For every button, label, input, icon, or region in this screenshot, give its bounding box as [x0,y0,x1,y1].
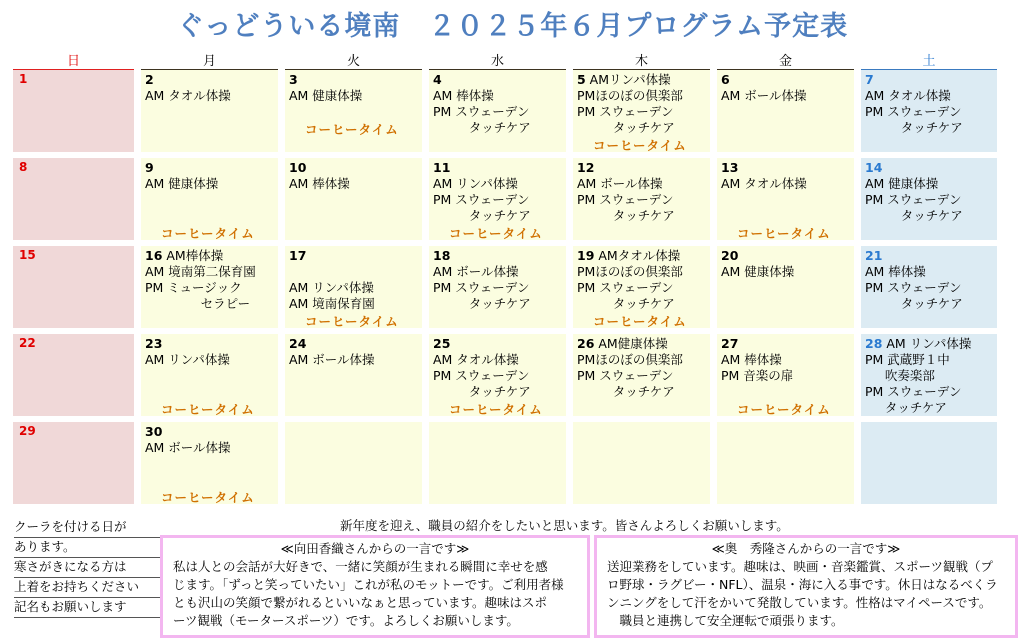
day-schedule [145,336,276,368]
message-line: 職員と連携して安全運転で頑張ります。 [607,613,844,628]
calendar-day-cell [13,422,134,504]
staff-message-box-2 [594,535,1018,638]
day-schedule [721,424,852,440]
day-number: 4 [433,72,442,87]
schedule-item: AM健康体操 [594,336,668,351]
schedule-item: AM 健康体操 [865,176,939,191]
schedule-item: AM タオル体操 [433,352,519,367]
schedule-item: タッチケア [577,296,675,311]
day-schedule [865,336,995,416]
schedule-item: AM 境南保育園 [289,296,375,311]
schedule-item: PM ミュージック [145,280,242,295]
weekday-header: 木 [573,55,710,71]
calendar-day-cell [285,334,422,416]
schedule-item: タッチケア [433,296,531,311]
calendar-day-cell [285,158,422,240]
day-schedule [721,160,852,192]
calendar-day-cell [717,246,854,328]
day-number: 8 [19,160,28,174]
schedule-item: タッチケア [433,384,531,399]
day-schedule [145,424,276,456]
day-number: 27 [721,336,739,351]
weekday-header: 火 [285,55,422,71]
schedule-item: AM 棒体操 [721,352,782,367]
calendar-day-cell [141,246,278,328]
calendar-day-cell [573,334,710,416]
calendar-day-cell [141,70,278,152]
day-schedule [865,424,995,440]
weekday-header: 金 [717,55,854,71]
day-schedule [721,248,852,280]
calendar-day-cell [13,158,134,240]
staff-message-body [173,558,581,630]
schedule-item: PM 武蔵野１中 [865,352,950,367]
coffee-time-label: コーヒータイム [161,402,255,417]
calendar-day-cell [13,334,134,416]
day-schedule [289,336,420,368]
schedule-item: タッチケア [865,208,963,223]
schedule-item: PMほのぼの倶楽部 [577,352,683,367]
schedule-item: PM 音楽の扉 [721,368,794,383]
day-number: 16 [145,248,163,263]
day-schedule [433,160,564,224]
coffee-time-label: コーヒータイム [449,226,543,241]
schedule-item: AMリンパ体操 [585,72,671,87]
schedule-item: PM スウェーデン [577,368,674,383]
day-schedule [865,160,995,224]
coffee-time-label: コーヒータイム [161,226,255,241]
schedule-item: AM 健康体操 [721,264,795,279]
schedule-item: PM スウェーデン [433,192,530,207]
staff-message-title: ≪向田香織さんからの一言です≫ [280,541,470,556]
calendar-day-cell [717,70,854,152]
day-number: 13 [721,160,739,175]
day-schedule [721,72,852,104]
note-line: 記名もお願いします [14,597,162,618]
schedule-item: AM リンパ体操 [145,352,230,367]
schedule-item: タッチケア [577,384,675,399]
calendar-day-cell [13,70,134,152]
calendar-day-cell [861,422,997,504]
day-schedule [721,336,852,384]
note-line: 寒さがきになる方は [14,557,162,578]
schedule-item: タッチケア [865,120,963,135]
calendar-day-cell [429,70,566,152]
day-number: 30 [145,424,163,439]
schedule-item: AM タオル体操 [865,88,951,103]
message-line: とも沢山の笑顔で繋がれるといいなぁと思っています。趣味はスポ [173,595,548,610]
calendar-day-cell [861,158,997,240]
coffee-time-label: コーヒータイム [593,314,687,329]
day-number: 6 [721,72,730,87]
day-number: 5 [577,72,586,87]
calendar-day-cell [573,70,710,152]
schedule-item: タッチケア [433,120,531,135]
day-number: 18 [433,248,451,263]
day-number: 2 [145,72,154,87]
day-number: 11 [433,160,451,175]
schedule-item: AM棒体操 [162,248,224,263]
schedule-item: AM タオル体操 [145,88,231,103]
schedule-item: AM リンパ体操 [433,176,518,191]
calendar-day-cell [717,422,854,504]
day-number: 12 [577,160,595,175]
schedule-item: AM ボール体操 [721,88,807,103]
day-number: 24 [289,336,307,351]
calendar-day-cell [13,246,134,328]
note-line: クーラを付ける日が [14,517,162,538]
schedule-item: AM リンパ体操 [289,280,374,295]
day-schedule [577,72,708,136]
calendar-day-cell [861,246,997,328]
calendar-day-cell [429,158,566,240]
coffee-time-label: コーヒータイム [449,402,543,417]
schedule-item: PM スウェーデン [865,192,962,207]
coffee-time-label: コーヒータイム [305,122,399,137]
weekday-header: 土 [861,55,997,71]
day-number: 1 [19,72,28,86]
schedule-item: タッチケア [577,208,675,223]
day-schedule [433,336,564,400]
day-number: 29 [19,424,36,438]
schedule-item: AMタオル体操 [594,248,681,263]
staff-intro-text: 新年度を迎え、職員の紹介をしたいと思います。皆さんよろしくお願いします。 [340,518,789,533]
schedule-item: AM 棒体操 [865,264,926,279]
calendar-day-cell [573,158,710,240]
day-schedule [145,160,276,192]
coffee-time-label: コーヒータイム [737,402,831,417]
schedule-item: PM スウェーデン [433,104,530,119]
schedule-item: AM ボール体操 [433,264,519,279]
schedule-item: AM 健康体操 [289,88,363,103]
calendar-day-cell [285,422,422,504]
calendar-day-cell [861,334,997,416]
day-number: 26 [577,336,595,351]
schedule-item: PMほのぼの倶楽部 [577,264,683,279]
day-schedule [865,72,995,136]
note-line: あります。 [14,537,162,558]
calendar-day-cell [285,246,422,328]
schedule-item: タッチケア [433,208,531,223]
message-line: ーツ観戦（モータースポーツ）です。よろしくお願いします。 [173,613,519,628]
day-schedule [577,248,708,312]
schedule-item: AM 健康体操 [145,176,219,191]
day-number: 19 [577,248,595,263]
day-schedule [289,160,420,192]
schedule-item: AM 棒体操 [289,176,350,191]
day-schedule [577,160,708,224]
day-number: 22 [19,336,36,350]
day-schedule [289,424,420,440]
staff-message-body [607,558,1009,630]
day-number: 9 [145,160,154,175]
calendar-day-cell [429,334,566,416]
weekday-header: 日 [13,55,134,71]
calendar-day-cell [861,70,997,152]
day-number: 7 [865,72,874,87]
day-schedule [577,336,708,400]
day-number: 15 [19,248,36,262]
day-number: 14 [865,160,883,175]
note-line: 上着をお持ちください [14,577,162,598]
weekday-header: 月 [141,55,278,71]
schedule-item: タッチケア [865,400,947,415]
message-line: じます。「ずっと笑っていたい」これが私のモットーです。ご利用者様 [173,577,564,592]
schedule-item: セラピー [145,296,251,311]
schedule-item: PM スウェーデン [865,104,962,119]
day-number: 23 [145,336,163,351]
calendar-day-cell [141,422,278,504]
message-line: 送迎業務をしています。趣味は、映画・音楽鑑賞、スポーツ観戦（プ [607,559,994,574]
weekday-header: 水 [429,55,566,71]
message-line: ンニングをして汗をかいて発散しています。性格はマイペースです。 [607,595,992,610]
day-number: 10 [289,160,307,175]
staff-message-box-1 [160,535,590,638]
day-number: 21 [865,248,883,263]
schedule-item: AM ボール体操 [145,440,231,455]
schedule-item: AM ボール体操 [289,352,375,367]
day-schedule [577,424,708,440]
day-schedule [289,248,420,312]
calendar-day-cell [573,246,710,328]
schedule-item: 吹奏楽部 [865,368,935,383]
schedule-item: AM タオル体操 [721,176,807,191]
schedule-item: AM 棒体操 [433,88,494,103]
schedule-item: PMほのぼの倶楽部 [577,88,683,103]
schedule-item: PM スウェーデン [433,368,530,383]
calendar-day-cell [717,334,854,416]
calendar-day-cell [141,334,278,416]
day-number: 3 [289,72,298,87]
schedule-item: PM スウェーデン [433,280,530,295]
schedule-item: タッチケア [865,296,963,311]
coffee-time-label: コーヒータイム [161,490,255,505]
day-schedule [145,72,276,104]
message-line: ロ野球・ラグビー・NFL）、温泉・海に入る事です。休日はなるべくラ [607,577,998,592]
calendar-day-cell [573,422,710,504]
calendar-day-cell [717,158,854,240]
schedule-item [289,264,420,280]
day-number: 20 [721,248,739,263]
staff-message-title: ≪奥 秀隆さんからの一言です≫ [711,541,901,556]
coffee-time-label: コーヒータイム [593,138,687,153]
day-number: 28 [865,336,883,351]
calendar-day-cell [141,158,278,240]
day-number: 25 [433,336,451,351]
calendar-day-cell [429,246,566,328]
schedule-item: PM スウェーデン [577,192,674,207]
schedule-item: タッチケア [577,120,675,135]
schedule-item: AM リンパ体操 [882,336,972,351]
schedule-item: AM 境南第二保育園 [145,264,256,279]
schedule-item: PM スウェーデン [577,104,674,119]
schedule-item: PM スウェーデン [865,384,962,399]
day-number: 17 [289,248,307,263]
day-schedule [433,424,564,440]
schedule-item: AM ボール体操 [577,176,663,191]
coffee-time-label: コーヒータイム [737,226,831,241]
day-schedule [433,72,564,136]
day-schedule [145,248,276,312]
schedule-item: PM スウェーデン [865,280,962,295]
message-line: 私は人との会話が大好きで、一緒に笑顔が生まれる瞬間に幸せを感 [173,559,548,574]
coffee-time-label: コーヒータイム [305,314,399,329]
schedule-item: PM スウェーデン [577,280,674,295]
day-schedule [433,248,564,312]
calendar-day-cell [429,422,566,504]
calendar-day-cell [285,70,422,152]
page-title: ぐっどういる境南 ２０２５年６月プログラム予定表 [176,11,849,42]
day-schedule [865,248,995,312]
day-schedule [289,72,420,104]
